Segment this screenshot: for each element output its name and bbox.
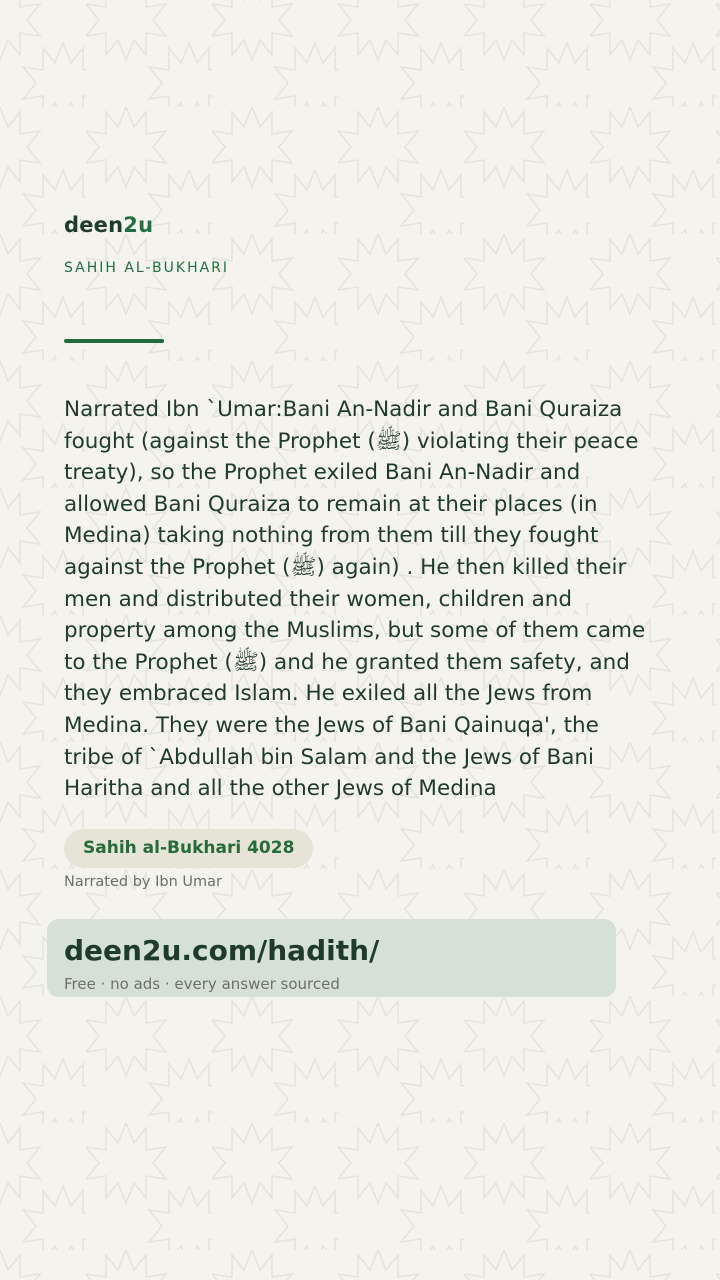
brand-name-part1: deen [64,213,124,237]
cta-tagline: Free · no ads · every answer sourced [64,975,340,993]
reference-badge: Sahih al-Bukhari 4028 [64,829,313,868]
divider [64,339,164,343]
brand-name-part2: 2u [123,213,154,237]
cta-url-link[interactable]: deen2u.com/hadith/ [64,934,380,967]
collection-label: SAHIH AL-BUKHARI [64,260,230,276]
brand-logo [64,211,153,239]
hadith-text: Narrated Ibn `Umar:Bani An-Nadir and Bani Quraiza fought (against the Prophet (ﷺ) violating their peace treaty), so the Prophet exiled Bani An-Nadir and allowed Bani Quraiza to remain at their places (in Medina) taking nothing from them till they fought against the Prophet (ﷺ) again) . He then killed their men and distributed their women, children and property among the Muslims, but some of them came to the Prophet (ﷺ) and he granted them safety, and they embraced Islam. He exiled all the Jews from Medina. They were the Jews of Bani Qainuqa', the tribe of `Abdullah bin Salam and the Jews of Bani Haritha and all the other Jews of Medina [64,397,646,802]
cta-card[interactable] [47,919,616,997]
narrator-label: Narrated by Ibn Umar [64,874,222,890]
